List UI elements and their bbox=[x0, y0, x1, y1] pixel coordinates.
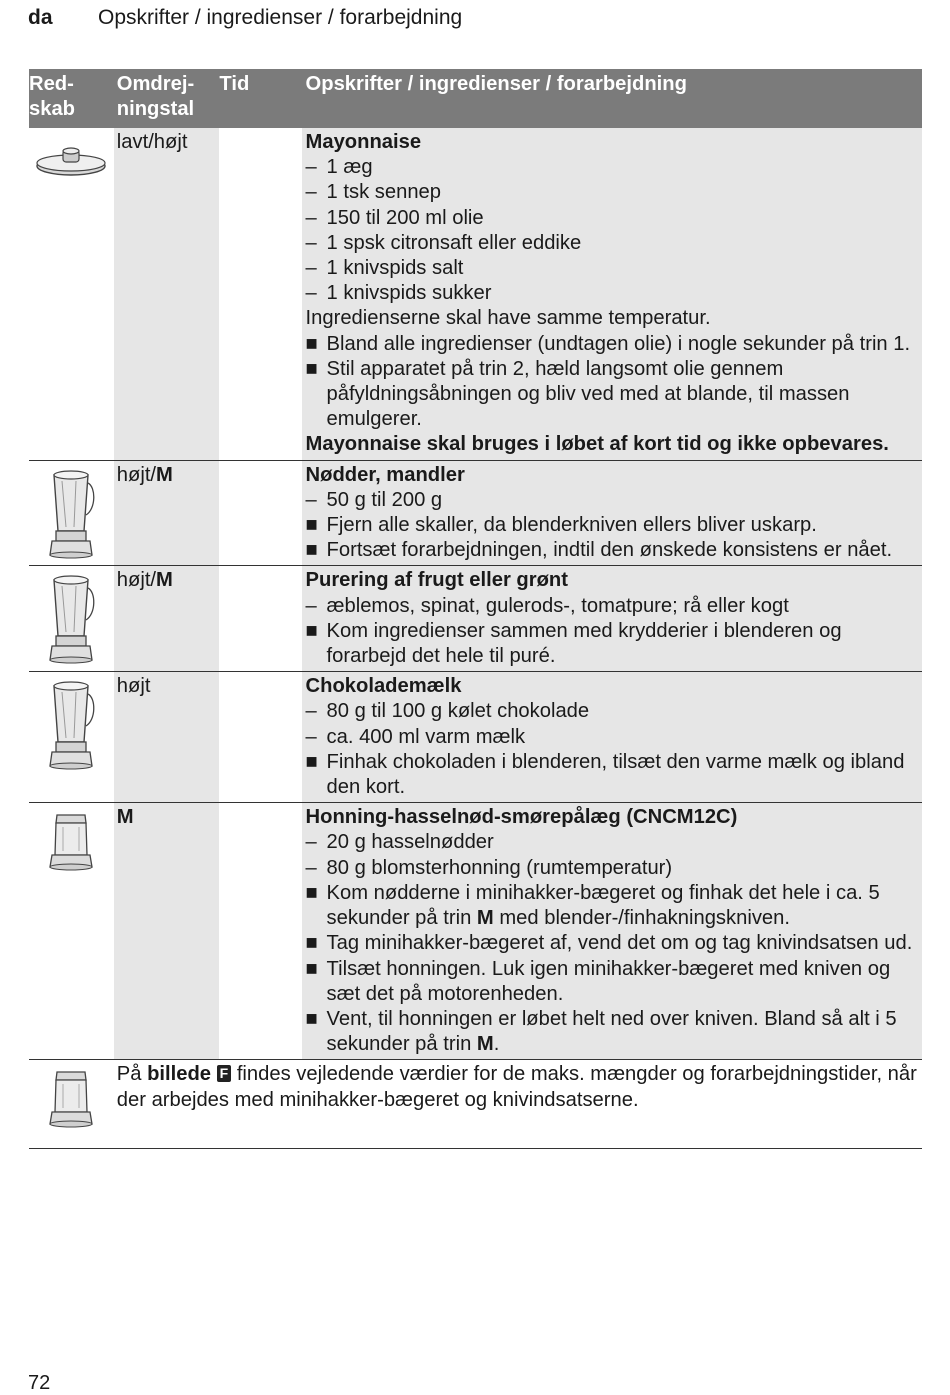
speed-text: højt/ bbox=[116, 463, 157, 486]
time-cell bbox=[219, 128, 301, 460]
footer-text bbox=[114, 1060, 922, 1114]
bullet-square-icon: ■ bbox=[305, 932, 318, 955]
bullet-square-icon: ■ bbox=[305, 619, 318, 642]
bullet-square-icon: ■ bbox=[305, 881, 318, 904]
footer-pre: På bbox=[116, 1063, 148, 1086]
step-item bbox=[306, 332, 918, 357]
line-text: 1 tsk sennep bbox=[326, 181, 442, 204]
header-title: Opskrifter / ingredienser / forarbejdning bbox=[98, 6, 463, 29]
col-header-time: Tid bbox=[219, 69, 301, 128]
ingredient-item bbox=[306, 231, 918, 256]
blender-jug-icon bbox=[29, 461, 114, 561]
line-text: 1 knivspids sukker bbox=[326, 282, 492, 305]
footer-tool-cell bbox=[29, 1060, 114, 1149]
language-code: da bbox=[28, 6, 53, 29]
speed-level: M bbox=[156, 569, 173, 592]
dash-marker: – bbox=[305, 488, 317, 511]
line-text: Fortsæt forarbejdningen, indtil den ønskede konsistens er nået. bbox=[326, 539, 893, 562]
step-item bbox=[306, 750, 918, 800]
line-text: 1 knivspids salt bbox=[326, 257, 464, 280]
line-text: 50 g til 200 g bbox=[326, 488, 443, 511]
disc-emulsifier-icon bbox=[29, 128, 114, 180]
speed-level: M bbox=[476, 907, 494, 930]
footer-row bbox=[29, 1060, 922, 1149]
step-item bbox=[306, 881, 918, 931]
line-text-after: med blender-/finhakningskniven. bbox=[493, 907, 790, 930]
recipe-title: Nødder, mandler bbox=[305, 463, 465, 486]
recipe-row bbox=[29, 672, 922, 803]
dash-marker: – bbox=[305, 725, 317, 748]
line-text: Kom nødderne i minihakker-bægeret og finhak det hele i ca. 5 sekunder på trin bbox=[326, 881, 880, 930]
speed-cell bbox=[114, 672, 220, 803]
step-item bbox=[306, 538, 918, 563]
col-header-recipe: Opskrifter / ingredienser / forarbejdning bbox=[302, 69, 922, 128]
dash-marker: – bbox=[305, 282, 317, 305]
ingredient-item bbox=[306, 206, 918, 231]
speed-cell bbox=[114, 128, 220, 460]
bullet-square-icon: ■ bbox=[305, 1007, 318, 1030]
recipe-note: Mayonnaise skal bruges i løbet af kort tid og ikke opbevares. bbox=[305, 433, 889, 456]
dash-marker: – bbox=[305, 856, 317, 879]
ingredient-item bbox=[306, 488, 918, 513]
page-number: 72 bbox=[28, 1372, 51, 1394]
dash-marker: – bbox=[305, 831, 317, 854]
line-text: ca. 400 ml varm mælk bbox=[326, 725, 526, 748]
ingredient-item bbox=[306, 155, 918, 180]
table-header-row bbox=[29, 69, 922, 128]
speed-level: M bbox=[116, 806, 134, 829]
dash-marker: – bbox=[305, 181, 317, 204]
blender-jug-icon bbox=[29, 672, 114, 772]
step-item bbox=[306, 357, 918, 433]
ingredient-item bbox=[306, 830, 918, 855]
line-text: Kom ingredienser sammen med krydderier i blenderen og forarbejd det hele til puré. bbox=[326, 619, 842, 668]
recipe-cell bbox=[302, 460, 922, 566]
recipe-cell bbox=[302, 128, 922, 460]
line-text: 80 g blomsterhonning (rumtemperatur) bbox=[326, 856, 673, 879]
running-header bbox=[28, 6, 463, 30]
bullet-square-icon: ■ bbox=[305, 357, 318, 380]
line-text: Vent, til honningen er løbet helt ned over kniven. Bland så alt i 5 sekunder på trin bbox=[326, 1007, 897, 1056]
recipe-row bbox=[29, 803, 922, 1060]
step-item bbox=[306, 1007, 918, 1057]
recipe-cell bbox=[302, 672, 922, 803]
recipe-row bbox=[29, 460, 922, 566]
bullet-square-icon: ■ bbox=[305, 957, 318, 980]
speed-text: højt/ bbox=[116, 569, 157, 592]
dash-marker: – bbox=[305, 206, 317, 229]
line-text-after: . bbox=[493, 1033, 500, 1056]
speed-cell bbox=[114, 803, 220, 1060]
bullet-square-icon: ■ bbox=[305, 514, 318, 537]
line-text: Tilsæt honningen. Luk igen minihakker-bægeret med kniven og sæt det på motorenheden. bbox=[326, 957, 891, 1005]
tool-cell bbox=[29, 460, 114, 566]
speed-cell bbox=[114, 460, 220, 566]
ingredient-item bbox=[306, 725, 918, 750]
bullet-square-icon: ■ bbox=[305, 750, 318, 773]
speed-text: højt bbox=[116, 675, 151, 698]
recipe-title: Mayonnaise bbox=[305, 131, 422, 153]
line-text: Ingredienserne skal have samme temperatur. bbox=[305, 307, 711, 330]
time-cell bbox=[219, 566, 301, 672]
ingredient-item bbox=[306, 699, 918, 724]
time-cell bbox=[219, 672, 301, 803]
tool-cell bbox=[29, 566, 114, 672]
col-header-speed: Omdrej- ningstal bbox=[114, 69, 220, 128]
blender-jug-icon bbox=[29, 566, 114, 666]
tool-cell bbox=[29, 128, 114, 460]
recipe-title: Honning-hasselnød-smørepålæg (CNCM12C) bbox=[305, 806, 738, 829]
line-text: 80 g til 100 g kølet chokolade bbox=[326, 700, 590, 723]
line-text: Finhak chokoladen i blenderen, tilsæt den varme mælk og ibland den kort. bbox=[326, 750, 905, 799]
ingredient-item bbox=[306, 594, 918, 619]
figure-badge: F bbox=[217, 1065, 232, 1082]
speed-cell bbox=[114, 566, 220, 672]
step-item bbox=[306, 957, 918, 1007]
recipe-cell bbox=[302, 803, 922, 1060]
time-cell bbox=[219, 803, 301, 1060]
step-item bbox=[306, 931, 918, 956]
step-item bbox=[306, 619, 918, 669]
dash-marker: – bbox=[305, 594, 317, 617]
line-text: Tag minihakker-bægeret af, vend det om og tag knivindsatsen ud. bbox=[326, 932, 913, 955]
line-text: Stil apparatet på trin 2, hæld langsomt olie gennem påfyldningsåbningen og bliv ved med at blande, til massen emulgerer. bbox=[326, 357, 850, 431]
step-item bbox=[306, 513, 918, 538]
bullet-square-icon: ■ bbox=[305, 539, 318, 562]
line-text: 1 spsk citronsaft eller eddike bbox=[326, 231, 582, 254]
recipe-table bbox=[29, 69, 922, 1149]
footer-post: findes vejledende værdier for de maks. mængder og forarbejdningstider, når der arbejdes med minihakker-bægeret og knivindsatserne. bbox=[116, 1063, 917, 1111]
line-text: æblemos, spinat, gulerods-, tomatpure; rå eller kogt bbox=[326, 594, 789, 617]
ingredient-item bbox=[306, 856, 918, 881]
dash-marker: – bbox=[305, 700, 317, 723]
footer-text-cell bbox=[114, 1060, 922, 1149]
col-header-tool: Red- skab bbox=[29, 69, 114, 128]
line-text: 1 æg bbox=[326, 156, 373, 179]
line-text: 20 g hasselnødder bbox=[326, 831, 494, 854]
footer-figure-ref: billede bbox=[147, 1063, 212, 1086]
recipe-title: Purering af frugt eller grønt bbox=[305, 569, 568, 592]
line-text: Fjern alle skaller, da blenderkniven ellers bliver uskarp. bbox=[326, 514, 817, 537]
line-text: 150 til 200 ml olie bbox=[326, 206, 484, 229]
line-text: Bland alle ingredienser (undtagen olie) i nogle sekunder på trin 1. bbox=[326, 332, 911, 355]
ingredient-item bbox=[306, 281, 918, 306]
recipe-row bbox=[29, 566, 922, 672]
tool-cell bbox=[29, 672, 114, 803]
speed-level: M bbox=[156, 463, 173, 486]
ingredient-item bbox=[306, 256, 918, 281]
speed-level: M bbox=[476, 1033, 494, 1056]
mini-chopper-icon bbox=[29, 803, 114, 873]
ingredient-item bbox=[306, 180, 918, 205]
dash-marker: – bbox=[305, 156, 317, 179]
mini-chopper-icon bbox=[29, 1060, 114, 1148]
speed-text: lavt/højt bbox=[116, 131, 188, 153]
time-cell bbox=[219, 460, 301, 566]
recipe-cell bbox=[302, 566, 922, 672]
dash-marker: – bbox=[305, 231, 317, 254]
bullet-square-icon: ■ bbox=[305, 332, 318, 355]
dash-marker: – bbox=[305, 257, 317, 280]
recipe-title: Chokolademælk bbox=[305, 675, 462, 698]
tool-cell bbox=[29, 803, 114, 1060]
recipe-row bbox=[29, 128, 922, 460]
info-text bbox=[306, 306, 918, 331]
